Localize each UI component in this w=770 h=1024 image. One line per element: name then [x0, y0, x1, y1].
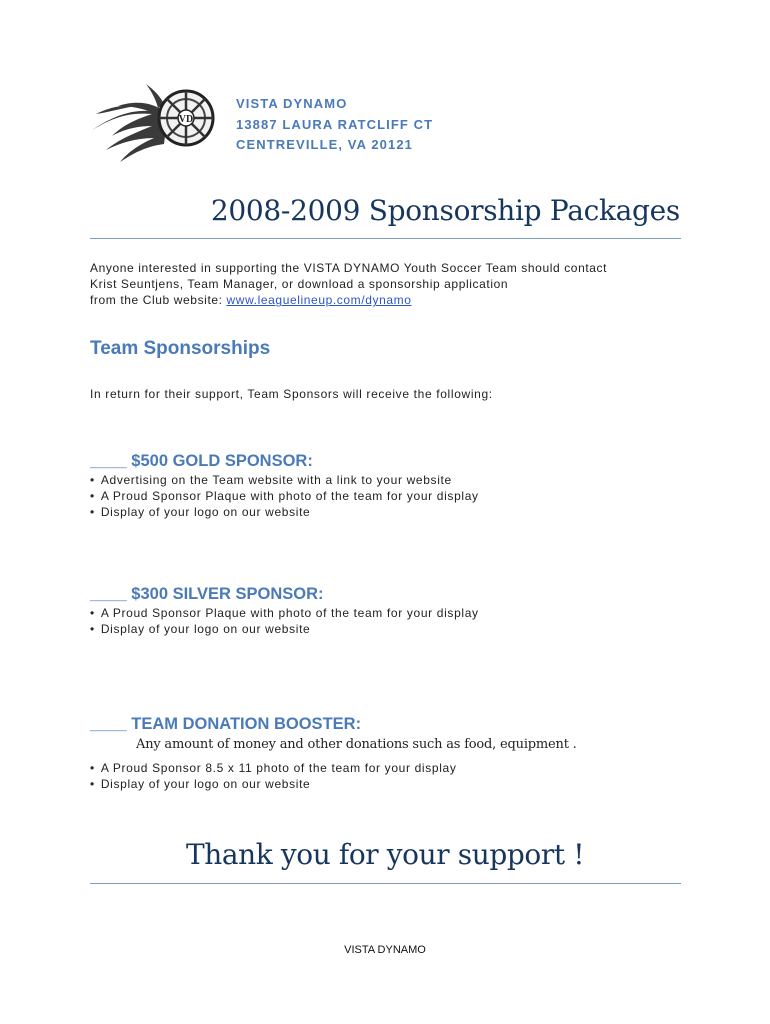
page-footer: VISTA DYNAMO: [344, 944, 426, 956]
gold-sponsor-heading: ____ $500 GOLD SPONSOR:: [90, 452, 313, 470]
team-sponsorships-text: In return for their support, Team Sponsors will receive the following:: [90, 387, 493, 401]
intro-line-2: Krist Seuntjens, Team Manager, or download a sponsorship application: [90, 277, 509, 292]
list-item: • A Proud Sponsor Plaque with photo of the team for your display: [90, 605, 479, 621]
title-rule: [90, 238, 681, 239]
booster-benefits-list: [90, 760, 457, 792]
club-website-link[interactable]: www.leaguelineup.com/dynamo: [226, 293, 412, 308]
team-sponsorships-heading: Team Sponsorships: [90, 338, 271, 359]
list-item: • A Proud Sponsor 8.5 x 11 photo of the team for your display: [90, 760, 457, 776]
club-logo: [88, 78, 228, 164]
gold-benefits-list: [90, 472, 479, 521]
page-title: 2008-2009 Sponsorship Packages: [210, 194, 680, 227]
booster-subtext: Any amount of money and other donations such as food, equipment .: [136, 737, 577, 752]
intro-paragraph: [90, 260, 607, 309]
intro-line-3: [90, 292, 607, 308]
address-block: [236, 94, 433, 156]
flaming-ball-icon: [88, 78, 228, 164]
list-item: • Display of your logo on our website: [90, 504, 479, 520]
thanks-rule: [90, 883, 681, 884]
silver-sponsor-heading: ____ $300 SILVER SPONSOR:: [90, 585, 324, 603]
list-item: • A Proud Sponsor Plaque with photo of the team for your display: [90, 488, 479, 504]
org-name: VISTA DYNAMO: [236, 96, 348, 111]
list-item: • Advertising on the Team website with a link to your website: [90, 472, 479, 488]
svg-text:VD: VD: [178, 114, 194, 125]
list-item: • Display of your logo on our website: [90, 621, 479, 637]
intro-line-3-prefix: from the Club website:: [90, 293, 227, 308]
intro-line-1: Anyone interested in supporting the VISTA DYNAMO Youth Soccer Team should contact: [90, 261, 608, 275]
list-item: • Display of your logo on our website: [90, 776, 457, 792]
booster-heading: ____ TEAM DONATION BOOSTER:: [90, 715, 362, 733]
silver-benefits-list: [90, 605, 479, 637]
city-state-zip: CENTREVILLE, VA 20121: [236, 137, 413, 152]
street-address: 13887 LAURA RATCLIFF CT: [236, 116, 434, 132]
thank-you-heading: Thank you for your support !: [185, 838, 585, 871]
